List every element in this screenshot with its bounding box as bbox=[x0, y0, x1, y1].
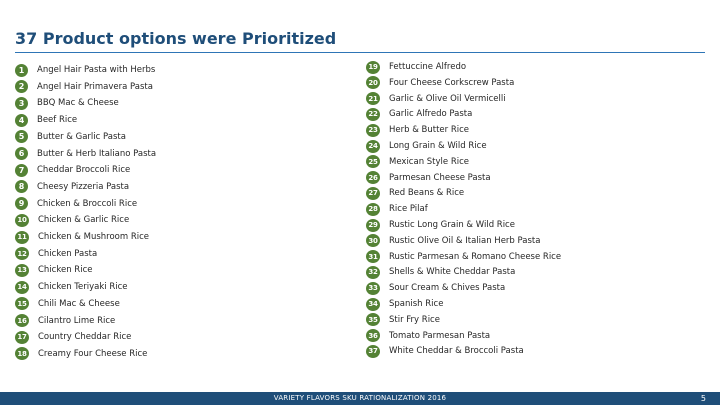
list-item bbox=[366, 297, 443, 311]
item-label: Long Grain & Wild Rice bbox=[389, 141, 487, 151]
item-label: White Cheddar & Broccoli Pasta bbox=[389, 346, 524, 357]
item-number-badge: 32 bbox=[366, 266, 380, 279]
list-item bbox=[366, 171, 491, 185]
item-number-badge: 24 bbox=[366, 140, 380, 153]
item-label: Parmesan Cheese Pasta bbox=[389, 172, 491, 183]
list-item bbox=[15, 280, 128, 294]
item-number-badge: 25 bbox=[366, 155, 380, 168]
item-label: BBQ Mac & Cheese bbox=[37, 98, 119, 109]
item-label: Chicken & Mushroom Rice bbox=[38, 232, 150, 242]
list-item bbox=[366, 186, 464, 200]
list-item bbox=[15, 63, 155, 77]
footer-text: VARIETY FLAVORS SKU RATIONALIZATION 2016 bbox=[273, 394, 447, 402]
item-label: Chili Mac & Cheese bbox=[38, 298, 120, 309]
item-number-badge: 12 bbox=[15, 247, 29, 260]
item-number-badge: 36 bbox=[366, 329, 380, 342]
item-number-badge: 27 bbox=[366, 187, 380, 200]
item-label: Tomato Parmesan Pasta bbox=[389, 330, 491, 341]
item-number-badge: 4 bbox=[15, 114, 28, 127]
item-label: Red Beans & Rice bbox=[389, 188, 465, 199]
list-item bbox=[15, 163, 130, 177]
item-label: Cheddar Broccoli Rice bbox=[37, 165, 131, 176]
item-label: Country Cheddar Rice bbox=[38, 332, 132, 343]
list-item bbox=[15, 263, 92, 277]
list-item bbox=[15, 314, 115, 328]
list-item bbox=[15, 130, 126, 144]
list-item bbox=[366, 281, 505, 295]
item-number-badge: 30 bbox=[366, 234, 380, 247]
item-number-badge: 33 bbox=[366, 282, 380, 295]
item-number-badge: 9 bbox=[15, 197, 28, 210]
list-item bbox=[366, 202, 428, 216]
title-underline bbox=[15, 52, 705, 53]
list-item bbox=[15, 213, 129, 227]
page-number: 5 bbox=[700, 394, 706, 403]
item-label: Rice Pilaf bbox=[389, 204, 428, 215]
item-label: Cilantro Lime Rice bbox=[38, 315, 116, 326]
item-label: Spanish Rice bbox=[389, 299, 444, 309]
item-label: Chicken Teriyaki Rice bbox=[38, 282, 128, 293]
item-number-badge: 15 bbox=[15, 297, 29, 310]
item-label: Creamy Four Cheese Rice bbox=[38, 348, 148, 359]
item-label: Stir Fry Rice bbox=[389, 314, 440, 325]
list-item bbox=[15, 147, 156, 161]
item-number-badge: 2 bbox=[15, 80, 28, 93]
list-item bbox=[366, 265, 515, 279]
item-label: Butter & Garlic Pasta bbox=[37, 131, 126, 142]
item-label: Rustic Long Grain & Wild Rice bbox=[389, 220, 515, 230]
list-item bbox=[15, 297, 120, 311]
list-item bbox=[15, 347, 147, 361]
item-number-badge: 34 bbox=[366, 298, 380, 311]
item-label: Fettuccine Alfredo bbox=[389, 62, 467, 72]
item-number-badge: 13 bbox=[15, 264, 29, 277]
item-number-badge: 14 bbox=[15, 281, 29, 294]
item-number-badge: 16 bbox=[15, 314, 29, 327]
item-label: Garlic Alfredo Pasta bbox=[389, 109, 473, 120]
item-number-badge: 3 bbox=[15, 97, 28, 110]
item-label: Chicken Rice bbox=[38, 265, 93, 276]
item-label: Beef Rice bbox=[37, 115, 78, 126]
item-number-badge: 6 bbox=[15, 147, 28, 160]
item-label: Four Cheese Corkscrew Pasta bbox=[389, 77, 515, 88]
list-item bbox=[366, 123, 469, 137]
list-item bbox=[366, 344, 524, 358]
item-number-badge: 8 bbox=[15, 180, 28, 193]
item-number-badge: 23 bbox=[366, 124, 380, 137]
list-item bbox=[366, 60, 466, 74]
item-number-badge: 18 bbox=[15, 347, 29, 360]
list-item bbox=[15, 113, 77, 127]
item-number-badge: 26 bbox=[366, 171, 380, 184]
item-label: Butter & Herb Italiano Pasta bbox=[37, 148, 157, 159]
item-label: Rustic Parmesan & Romano Cheese Rice bbox=[389, 251, 562, 262]
list-item bbox=[366, 139, 487, 153]
item-label: Angel Hair Primavera Pasta bbox=[37, 81, 153, 92]
item-label: Chicken & Garlic Rice bbox=[38, 215, 130, 226]
list-item bbox=[366, 155, 469, 169]
item-number-badge: 28 bbox=[366, 203, 380, 216]
item-label: Herb & Butter Rice bbox=[389, 125, 470, 136]
list-item bbox=[366, 313, 440, 327]
item-label: Shells & White Cheddar Pasta bbox=[389, 267, 516, 278]
item-number-badge: 29 bbox=[366, 219, 380, 232]
item-label: Sour Cream & Chives Pasta bbox=[389, 283, 506, 294]
list-item bbox=[15, 80, 153, 94]
list-item bbox=[15, 180, 129, 194]
item-label: Angel Hair Pasta with Herbs bbox=[37, 65, 156, 75]
item-label: Chicken & Broccoli Rice bbox=[37, 198, 138, 209]
list-item bbox=[15, 197, 137, 211]
item-label: Chicken Pasta bbox=[38, 248, 98, 259]
page-title: 37 Product options were Prioritized bbox=[15, 29, 337, 48]
list-item bbox=[15, 96, 119, 110]
item-number-badge: 35 bbox=[366, 313, 380, 326]
item-label: Mexican Style Rice bbox=[389, 156, 469, 167]
list-item bbox=[366, 76, 514, 90]
item-number-badge: 11 bbox=[15, 231, 29, 244]
item-number-badge: 17 bbox=[15, 331, 29, 344]
item-number-badge: 31 bbox=[366, 250, 380, 263]
list-item bbox=[366, 329, 490, 343]
list-item bbox=[366, 107, 472, 121]
list-item bbox=[366, 250, 561, 264]
item-number-badge: 22 bbox=[366, 108, 380, 121]
item-number-badge: 1 bbox=[15, 64, 28, 77]
list-item bbox=[366, 218, 515, 232]
item-number-badge: 19 bbox=[366, 61, 380, 74]
item-number-badge: 10 bbox=[15, 214, 29, 227]
list-item bbox=[15, 230, 149, 244]
item-label: Garlic & Olive Oil Vermicelli bbox=[389, 93, 506, 104]
list-item bbox=[366, 92, 506, 106]
list-item bbox=[366, 234, 540, 248]
list-item bbox=[15, 247, 97, 261]
item-label: Cheesy Pizzeria Pasta bbox=[37, 181, 130, 192]
item-number-badge: 5 bbox=[15, 130, 28, 143]
item-number-badge: 20 bbox=[366, 76, 380, 89]
item-label: Rustic Olive Oil & Italian Herb Pasta bbox=[389, 235, 541, 246]
item-number-badge: 21 bbox=[366, 92, 380, 105]
list-item bbox=[15, 330, 131, 344]
item-number-badge: 37 bbox=[366, 345, 380, 358]
item-number-badge: 7 bbox=[15, 164, 28, 177]
